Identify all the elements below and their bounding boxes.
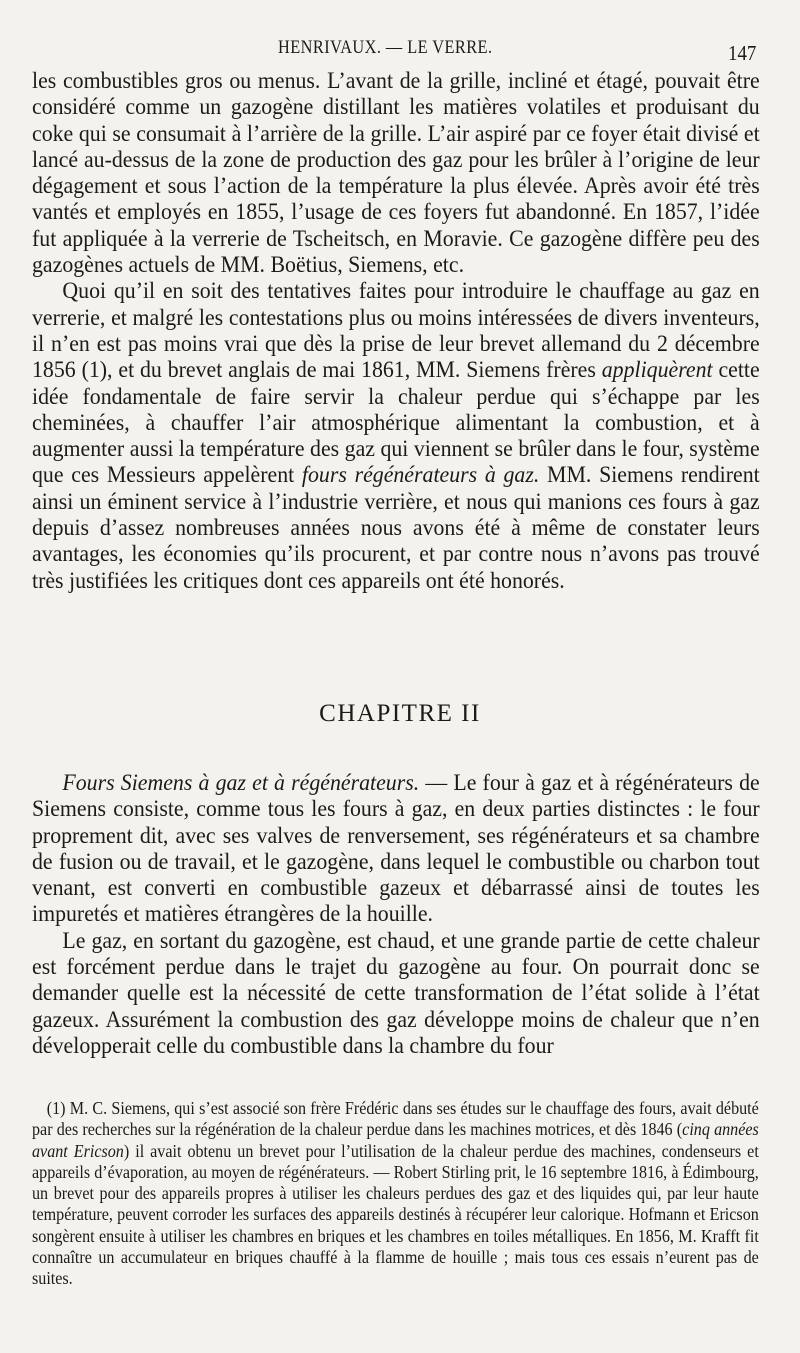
- text-run: — Le four à gaz et à régénérateurs de Siemens consiste, comme tous les fours à gaz, en deux parties distinctes : le four proprement dit, avec ses valves de renversement, ses régénérateurs et sa chambre de fusion ou de travail, et le gazogène, dans lequel le combustible ou charbon tout venant, est converti en combustible gazeux et débarrassé ainsi de toutes les impuretés et matières étrangères de la houille.: [32, 770, 760, 927]
- section-title: Fours Siemens à gaz et à régénérateurs.: [62, 770, 420, 795]
- running-header: [0, 37, 800, 65]
- section-text: [32, 770, 760, 1059]
- emphasis: fours régénérateurs à gaz.: [301, 462, 540, 488]
- running-title: HENRIVAUX. — LE VERRE.: [278, 37, 493, 58]
- footnote: [32, 1098, 759, 1290]
- paragraph-siemens-patent: [32, 278, 760, 594]
- paragraph-section-intro: [32, 770, 760, 928]
- chapter-heading: CHAPITRE II: [319, 700, 481, 727]
- text-run: Quoi qu’il en soit des tentatives faites pour introduire le chauffage au gaz en verrerie, et malgré les contestations plus ou moins intéressées de divers inventeurs, il n’en est pas moins vrai que dès la prise de leur brevet allemand du 2 décembre 1856 (1), et du brevet anglais de mai 1861, MM. Siemens frères: [32, 278, 760, 383]
- intro-text: [32, 68, 760, 594]
- paragraph-continuation: les combustibles gros ou menus. L’avant de la grille, incliné et étagé, pouvait être considéré comme un gazogène distillant les matières volatiles et produisant du coke qui se consumait à l’arrière de la grille. L’air aspiré par ce foyer était divisé et lancé au-dessus de la zone de production des gaz pour les brûler à l’origine de leur dégagement et sous l’action de la température la plus élevée. Après avoir été très vantés et employés en 1855, l’usage de ces foyers fut abandonné. En 1857, l’idée fut appliquée à la verrerie de Tscheitsch, en Moravie. Ce gazogène diffère peu des gazogènes actuels de MM. Boëtius, Siemens, etc.: [32, 68, 760, 278]
- text-run: cette idée fondamentale de faire servir la chaleur perdue qui s’échappe par les cheminées, à chauffer l’air atmosphérique alimentant la combustion, et à augmenter aussi la température des gaz qui viennent se brûler dans le four, système que ces Messieurs appelèrent: [32, 357, 760, 488]
- emphasis: appliquèrent: [601, 357, 713, 383]
- emphasis: cinq années avant Ericson: [32, 1119, 759, 1161]
- text-run: (1) M. C. Siemens, qui s’est associé son frère Frédéric dans ses études sur le chauffage des fours, avait débuté par des recherches sur la régénération de la chaleur perdue dans les machines motrices, et dès 1846 (: [32, 1098, 759, 1140]
- text-run: ) il avait obtenu un brevet pour l’utilisation de la chaleur perdue des machines, condenseurs et appareils d’évaporation, au moyen de régénérateurs. — Robert Stirling prit, le 16 septembre 1816, à Édimbourg, un brevet pour des appareils propres à utiliser les chaleurs perdues des gaz et des liquides qui, par leur haute température, peuvent corroder les surfaces des appareils destinés à récupérer leur calorique. Hofmann et Ericson songèrent ensuite à utiliser les chambres en briques et les chambres en toiles métalliques. En 1856, M. Krafft fit connaître un accumulateur en briques chauffé à la flamme de houille ; mais tous ces essais n’eurent pas de suites.: [32, 1140, 759, 1289]
- page-number: 147: [728, 41, 757, 65]
- footnote-text: [32, 1098, 759, 1290]
- paragraph-gas: Le gaz, en sortant du gazogène, est chaud, et une grande partie de cette chaleur est forcément perdue dans le trajet du gazogène au four. On pourrait donc se demander quelle est la nécessité de cette transformation de l’état solide à l’état gazeux. Assurément la combustion des gaz développe moins de chaleur que n’en développerait celle du combustible dans la chambre du four: [32, 927, 760, 1058]
- text-run: MM. Siemens rendirent ainsi un éminent service à l’industrie verrière, et nous qui manions ces fours à gaz depuis d’assez nombreuses années nous avons été à même de constater leurs avantages, les économies qu’ils procurent, et par contre nous n’avons pas trouvé très justifiées les critiques dont ces appareils ont été honorés.: [32, 462, 760, 593]
